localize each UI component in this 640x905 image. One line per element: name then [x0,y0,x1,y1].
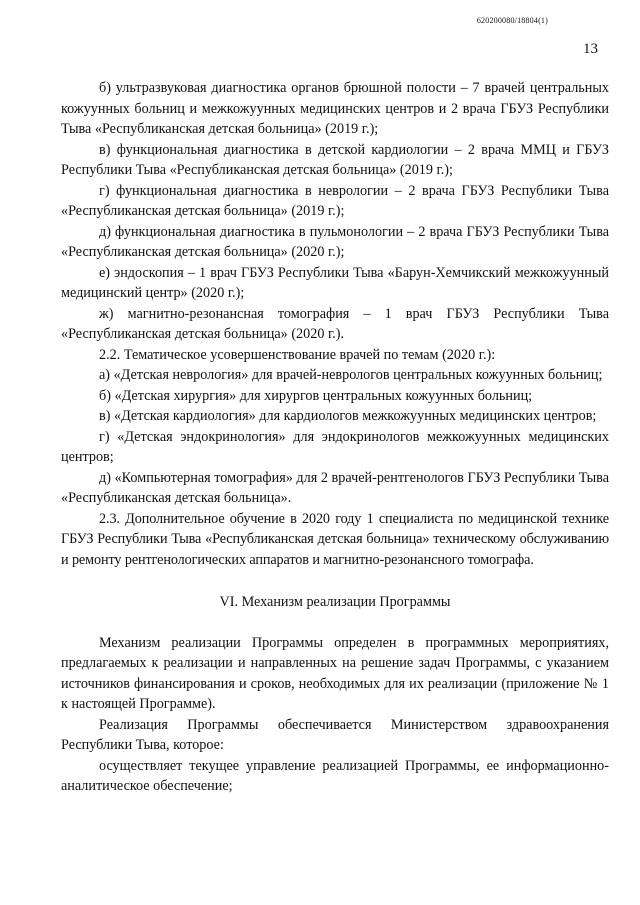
paragraph-management: осуществляет текущее управление реализацией Программы, ее информационно-аналитическое обеспечение; [61,757,609,794]
document-body [61,78,609,797]
document-code: 620200080/18804(1) [476,16,548,25]
paragraph-pulmonology-diagnostics: д) функциональная диагностика в пульмонологии – 2 врача ГБУЗ Республики Тыва «Республиканская детская больница» (2020 г.); [61,223,609,260]
paragraph-implementation: Реализация Программы обеспечивается Министерством здравоохранения Республики Тыва, которое: [61,716,609,753]
paragraph-neurology-diagnostics: г) функциональная диагностика в неврологии – 2 врача ГБУЗ Республики Тыва «Республиканская детская больница» (2019 г.); [61,182,609,219]
paragraph-mechanism: Механизм реализации Программы определен в программных мероприятиях, предлагаемых к реализации и направленных на решение задач Программы, с указанием источников финансирования и сроков, необходимых для их реализации (приложение № 1 к настоящей Программе). [61,634,609,712]
paragraph-thematic-training: 2.2. Тематическое усовершенствование врачей по темам (2020 г.): [99,346,496,363]
paragraph-ultrasound: б) ультразвуковая диагностика органов брюшной полости – 7 врачей центральных кожуунных больниц и межкожуунных медицинских центров и 2 врача ГБУЗ Республики Тыва «Республиканская детская больница» (2019 г.); [61,80,609,137]
section-title: VI. Механизм реализации Программы [219,594,451,610]
paragraph-child-cardiology: в) «Детская кардиология» для кардиологов межкожуунных медицинских центров; [99,408,597,424]
page-number: 13 [583,41,598,57]
paragraph-mri: ж) магнитно-резонансная томография – 1 врач ГБУЗ Республики Тыва «Республиканская детская больница» (2020 г.). [61,305,609,342]
paragraph-cardiology-diagnostics: в) функциональная диагностика в детской кардиологии – 2 врача ММЦ и ГБУЗ Республики Тыва «Республиканская детская больница» (2019 г.); [61,141,609,178]
paragraph-child-surgery: б) «Детская хирургия» для хирургов центральных кожуунных больниц; [99,387,533,404]
paragraph-computed-tomography: д) «Компьютерная томография» для 2 врачей-рентгенологов ГБУЗ Республики Тыва «Республиканская детская больница». [61,469,609,506]
paragraph-endoscopy: е) эндоскопия – 1 врач ГБУЗ Республики Тыва «Барун-Хемчикский межкожуунный медицинский центр» (2020 г.); [61,264,609,301]
paragraph-child-endocrinology: г) «Детская эндокринология» для эндокринологов межкожуунных медицинских центров; [61,428,609,465]
paragraph-child-neurology: а) «Детская неврология» для врачей-неврологов центральных кожуунных больниц; [99,367,603,383]
paragraph-additional-training: 2.3. Дополнительное обучение в 2020 году 1 специалиста по медицинской технике ГБУЗ Республики Тыва «Республиканская детская больница» техническому обслуживанию и ремонту рентгенологических аппаратов и магнитно-резонансного томографа. [61,510,609,568]
